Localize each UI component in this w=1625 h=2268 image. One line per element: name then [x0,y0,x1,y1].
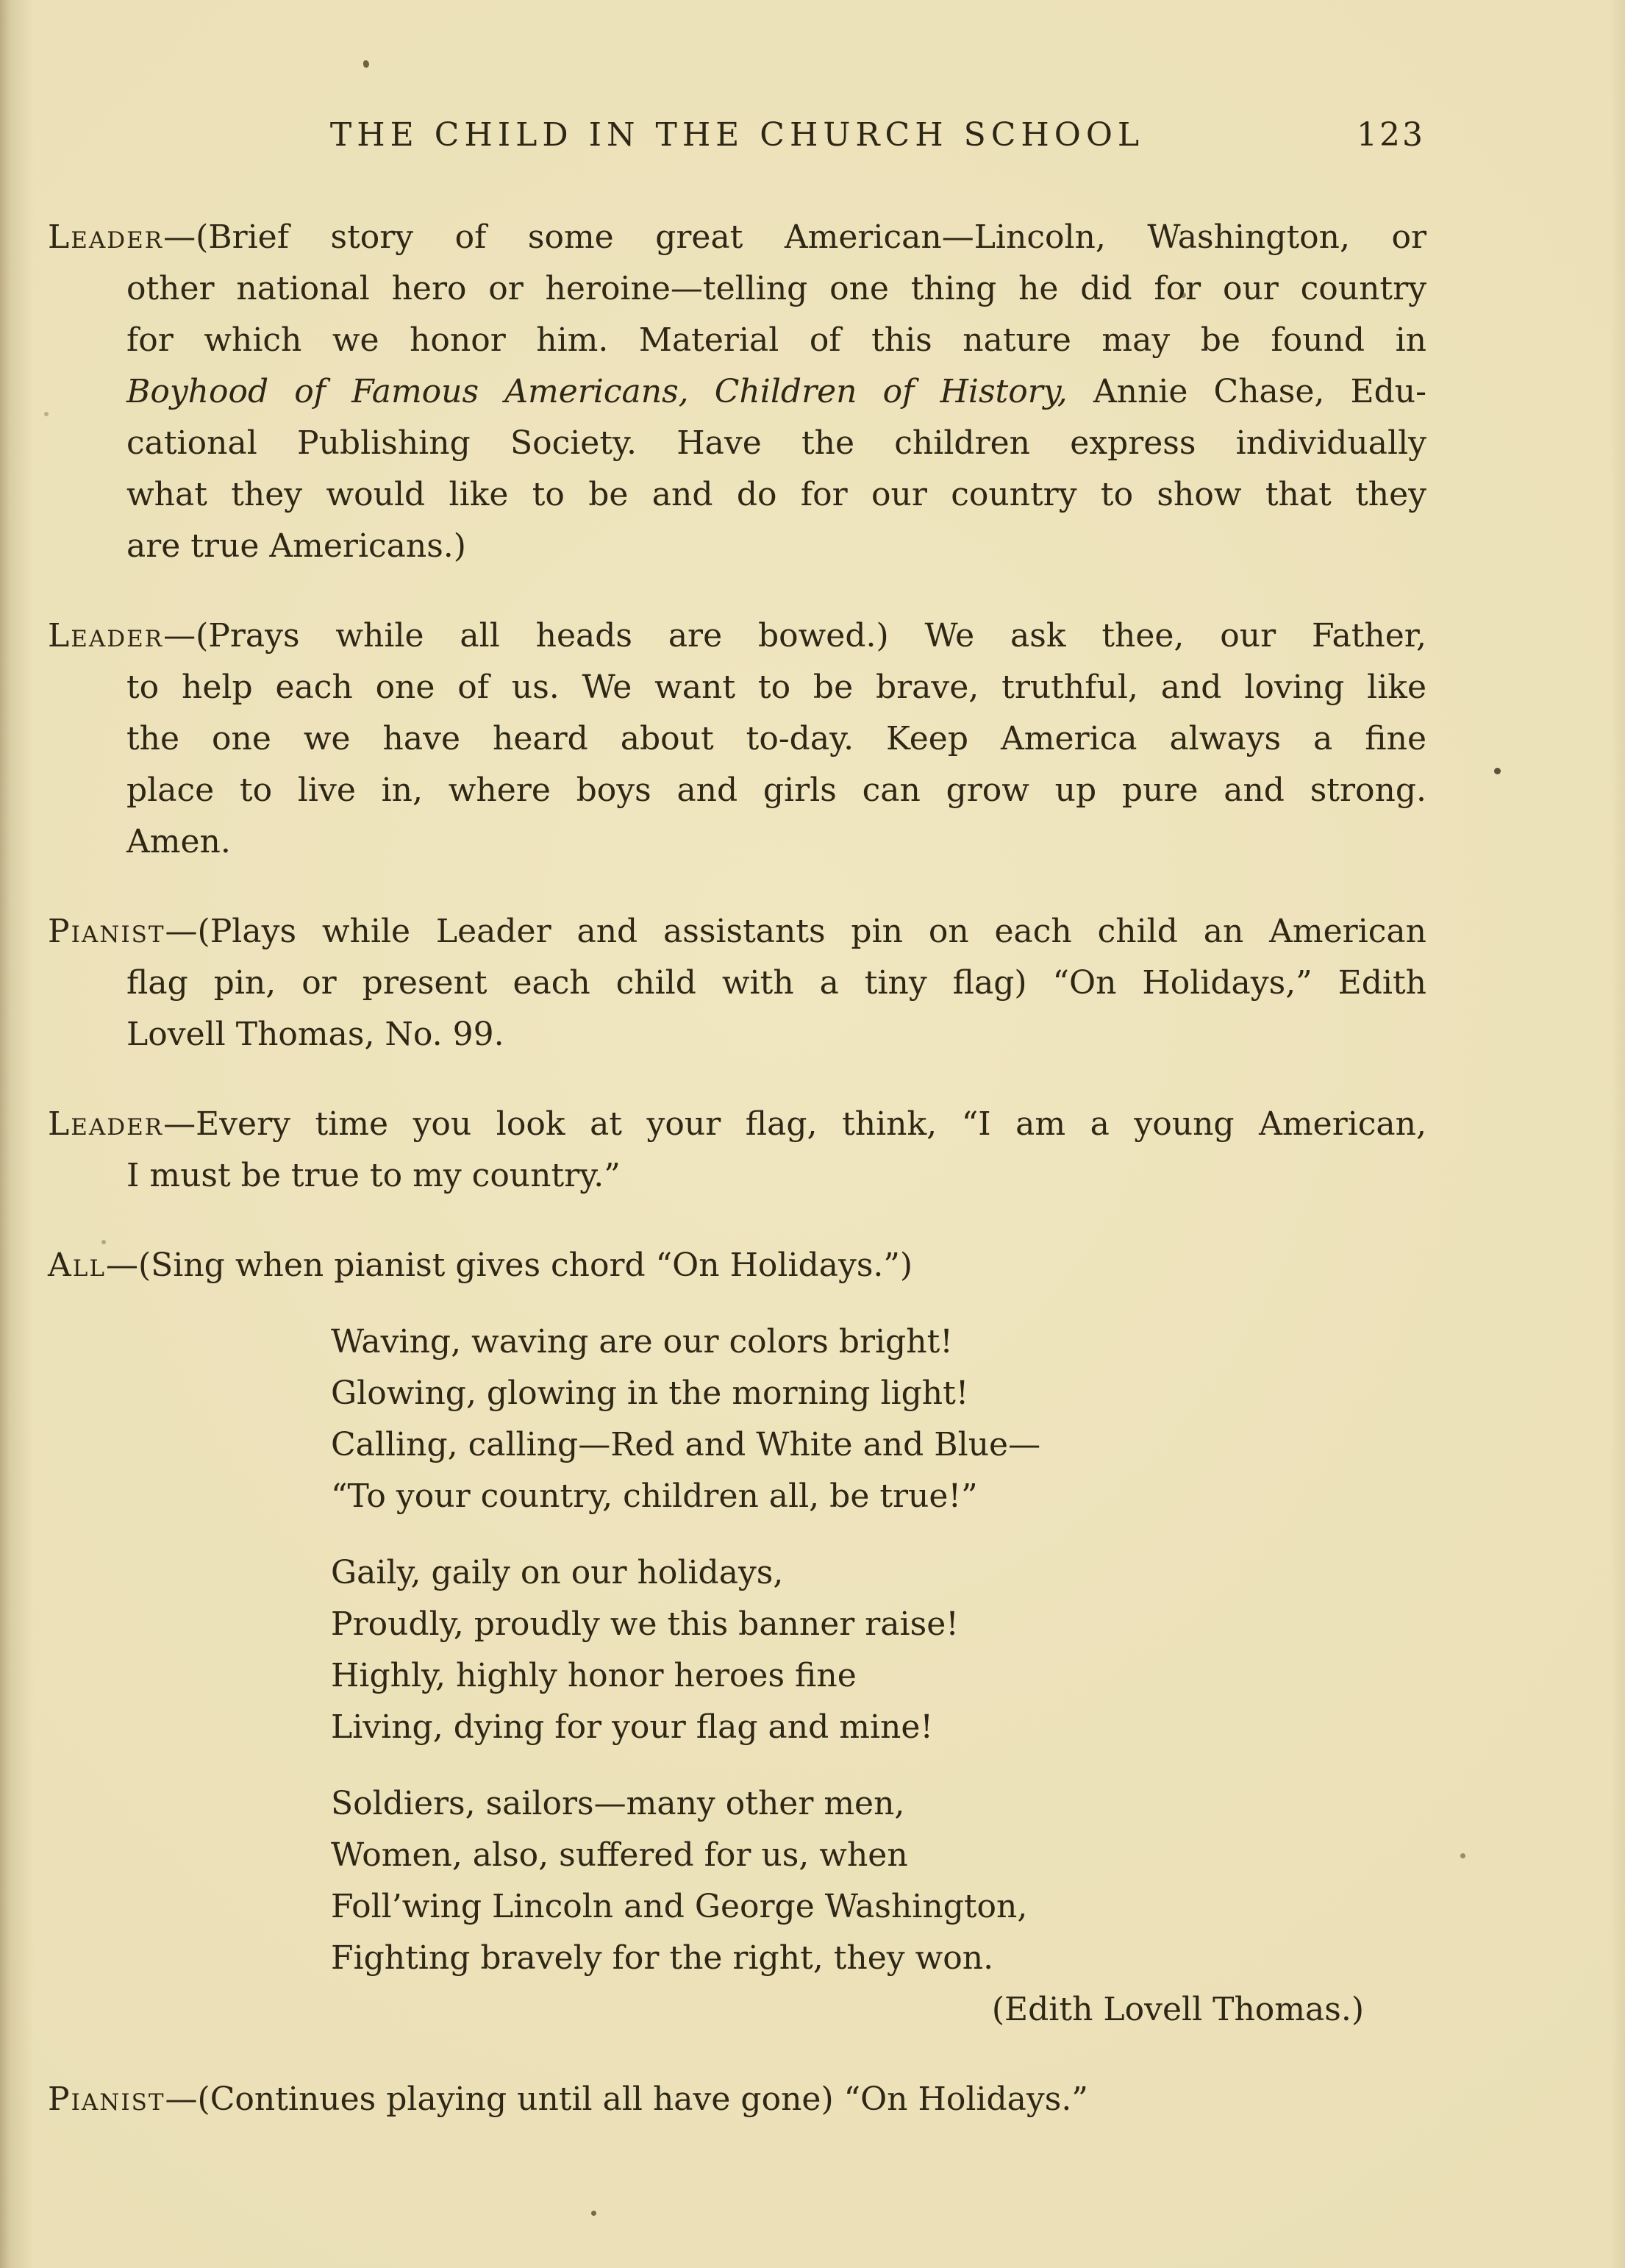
text-line [48,2074,1426,2125]
paper-speck [363,60,369,68]
text-line: Lovell Thomas, No. 99. [126,1016,504,1053]
page-content [48,116,1426,2125]
speaker-label: Pianist [48,913,165,950]
text-line: place to live in, where boys and girls can grow up pure and strong. [126,771,1426,809]
line-text: —(Prays while all heads are bowed.) We ask thee, our Father, [163,617,1426,655]
verse-line: Living, dying for your flag and mine! [331,1708,934,1746]
text-line [48,1099,1426,1150]
verse-line: Foll’wing Lincoln and George Washington, [331,1888,1028,1925]
running-title: THE CHILD IN THE CHURCH SCHOOL [329,116,1145,154]
text-line: what they would like to be and do for our country to show that they [126,476,1426,513]
book-titles-italic: Boyhood of Famous Americans, Children of History, [126,373,1068,410]
leader-paragraph-2 [48,610,1426,868]
text-line [48,610,1426,662]
pianist-paragraph-1 [48,906,1426,1060]
speaker-label: Leader [48,617,164,655]
line-text: —Every time you look at your flag, think, “I am a young American, [163,1105,1426,1143]
verse-line: Waving, waving are our colors bright! [331,1323,953,1361]
text-line: for which we honor him. Material of this nature may be found in [126,321,1426,359]
verse-line: Calling, calling—Red and White and Blue— [331,1426,1041,1463]
text-line: other national hero or heroine—telling one thing he did for our country [126,270,1426,307]
speaker-label: Pianist [48,2080,165,2118]
line-text: Annie Chase, Edu- [1067,373,1426,410]
verse-line: Soldiers, sailors—many other men, [331,1785,905,1822]
line-text: —(Sing when pianist gives chord “On Holidays.”) [105,1247,913,1284]
text-line: I must be true to my country.” [126,1157,621,1194]
song-verse-2 [331,1547,1364,1753]
paper-speck [1494,768,1501,774]
text-line [48,212,1426,263]
text-line: cational Publishing Society. Have the children express individually [126,424,1426,462]
song-verse-3 [331,1778,1364,2036]
verse-line: Women, also, suffered for us, when [331,1836,908,1874]
text-line: flag pin, or present each child with a tiny flag) “On Holidays,” Edith [126,964,1426,1002]
text-line [48,1240,1426,1291]
all-paragraph [48,1240,1426,1291]
line-text: —(Plays while Leader and assistants pin on each child an American [165,913,1426,950]
verse-line: Gaily, gaily on our holidays, [331,1554,784,1591]
line-text: —(Continues playing until all have gone) “On Holidays.” [165,2080,1088,2118]
text-line: the one we have heard about to-day. Keep America always a fine [126,720,1426,757]
line-text: —(Brief story of some great American—Lincoln, Washington, or [163,218,1426,256]
speaker-label: Leader [48,1105,164,1143]
verse-line: Proudly, proudly we this banner raise! [331,1605,959,1643]
attribution-line: (Edith Lovell Thomas.) [991,1991,1364,2028]
text-line [48,906,1426,958]
verse-line: Highly, highly honor heroes fine [331,1657,857,1694]
verse-line: Glowing, glowing in the morning light! [331,1374,969,1412]
text-line: to help each one of us. We want to be brave, truthful, and loving like [126,668,1426,706]
speaker-label: Leader [48,218,164,256]
paper-speck [591,2211,596,2216]
text-line: are true Americans.) [126,527,466,565]
text-line [48,366,1426,418]
verse-line: Fighting bravely for the right, they won. [331,1939,994,1977]
paper-speck [1460,1853,1465,1858]
leader-paragraph-3 [48,1099,1426,1202]
verse-line: “To your country, children all, be true!” [331,1477,978,1515]
page-number: 123 [1357,116,1425,154]
speaker-label: All [48,1247,106,1284]
leader-paragraph-1 [48,212,1426,572]
text-line: Amen. [126,823,231,860]
song-verse-1 [331,1316,1364,1522]
pianist-paragraph-2 [48,2074,1426,2125]
page-header [48,116,1426,154]
